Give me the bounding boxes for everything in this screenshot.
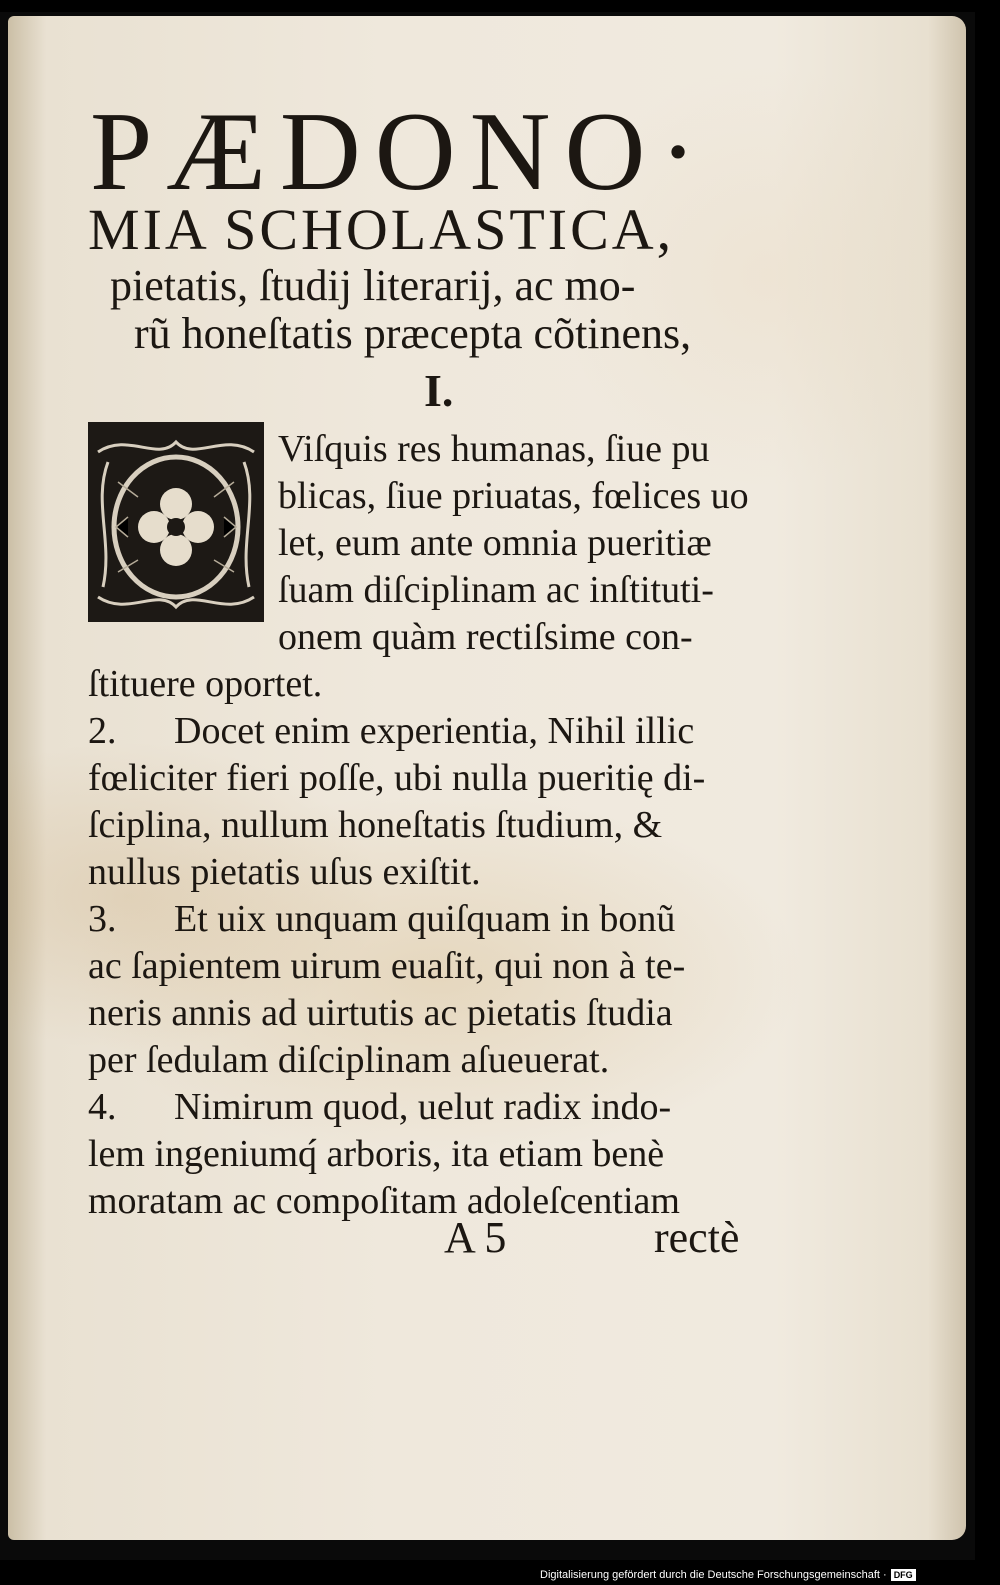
section-number: I.: [424, 365, 454, 416]
paragraph-1-line: ſtituere oportet.: [88, 663, 323, 705]
book-page: [8, 16, 966, 1540]
paragraph-number: 2.: [88, 710, 117, 752]
subtitle-line-1: pietatis, ſtudij literarij, ac mo-: [110, 261, 636, 310]
paragraph-4-line: Nimirum quod, uelut radix indo-: [174, 1086, 672, 1128]
paragraph-3-line: neris annis ad uirtutis ac pietatis ſtudia: [88, 992, 673, 1034]
title-line-2: MIA SCHOLASTICA,: [88, 197, 675, 262]
dfg-logo: DFG: [891, 1569, 916, 1581]
paragraph-1-line: blicas, ſiue priuatas, fœlices uo: [278, 475, 749, 517]
credit-text: Digitalisierung gefördert durch die Deutsche Forschungsgemeinschaft ·: [540, 1569, 887, 1581]
paragraph-number: 3.: [88, 898, 117, 940]
paragraph-3-first-line: [88, 900, 675, 938]
decorated-initial: [88, 422, 264, 622]
paragraph-4-line: lem ingeniumq́ arboris, ita etiam benè: [88, 1133, 665, 1175]
paragraph-3-line: Et uix unquam quiſquam in bonũ: [174, 898, 676, 940]
paragraph-1-line: let, eum ante omnia pueritiæ: [278, 522, 712, 564]
paragraph-2-line: nullus pietatis uſus exiſtit.: [88, 851, 481, 893]
subtitle-line-2: rũ honeſtatis præcepta cõtinens,: [134, 309, 692, 358]
digitization-credit: [540, 1568, 916, 1582]
paragraph-1-line: ſuam diſciplinam ac inſtituti-: [278, 569, 714, 611]
paragraph-2-line: ſciplina, nullum honeſtatis ſtudium, &: [88, 804, 663, 846]
catchword: rectè: [654, 1213, 740, 1262]
signature-mark: A 5: [444, 1213, 507, 1262]
paragraph-number: 4.: [88, 1086, 117, 1128]
floral-ornament-icon: [88, 422, 264, 622]
paragraph-2-line: Docet enim experientia, Nihil illic: [174, 710, 695, 752]
paragraph-1-line: Viſquis res humanas, ſiue pu: [278, 428, 710, 470]
paragraph-2-first-line: [88, 712, 694, 750]
title-line-1: PÆDONO·: [90, 90, 711, 214]
paragraph-1-line: onem quàm rectiſsime con-: [278, 616, 693, 658]
paragraph-2-line: fœliciter fieri poſſe, ubi nulla pueritię di-: [88, 757, 706, 799]
paragraph-4-line: moratam ac compoſitam adoleſcentiam: [88, 1180, 680, 1222]
paragraph-3-line: per ſedulam diſciplinam aſueuerat.: [88, 1039, 610, 1081]
paragraph-4-first-line: [88, 1088, 671, 1126]
paragraph-3-line: ac ſapientem uirum euaſit, qui non à te-: [88, 945, 686, 987]
page-footer-marks: [444, 1212, 739, 1263]
